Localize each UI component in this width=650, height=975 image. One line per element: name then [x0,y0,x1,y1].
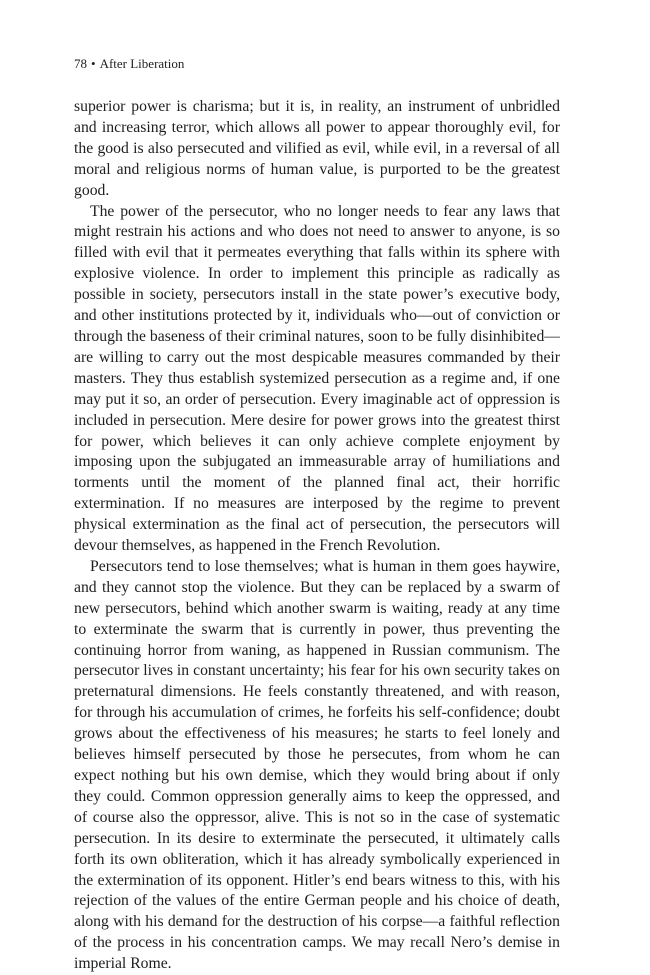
paragraph: The power of the persecutor, who no longer needs to fear any laws that might restrain his actions and who does not need to answer to anyone, is so filled with evil that it permeates everything that falls within its sphere with explosive violence. In order to implement this principle as radically as possible in society, persecutors install in the state power’s executive body, and other institutions protected by it, individuals who—out of conviction or through the baseness of their criminal natures, soon to be fully disinhibited—are willing to carry out the most despicable measures commanded by their masters. They thus establish systemized persecution as a regime and, if one may put it so, an order of persecution. Every imaginable act of oppression is included in persecution. Mere desire for power grows into the greatest thirst for power, which believes it can only achieve complete enjoyment by imposing upon the subjugated an immeasurable array of humiliations and torments until the moment of the planned final act, their horrific extermination. If no measures are interposed by the regime to prevent physical extermination as the final act of persecution, the persecutors will devour themselves, as happened in the French Revolution. [74,202,560,555]
page-number: 78 [74,56,87,71]
body-text [74,97,560,975]
paragraph-continuation: superior power is charisma; but it is, in reality, an instrument of unbridled and increasing terror, which allows all power to appear thoroughly evil, for the good is also persecuted and vilified as evil, while evil, in a reversal of all moral and religious norms of human value, is purported to be the greatest good. [74,98,560,199]
book-page [74,56,560,975]
running-head [74,56,560,72]
running-head-separator: • [91,56,96,71]
paragraph: Persecutors tend to lose themselves; what is human in them goes haywire, and they cannot stop the violence. But they can be replaced by a swarm of new persecutors, behind which another swarm is waiting, ready at any time to exterminate the swarm that is currently in power, thus preventing the continuing horror from waning, as happened in Russian communism. The persecutor lives in constant uncertainty; his fear for his own security takes on preternatural dimensions. He feels constantly threatened, and with reason, for through his accumulation of crimes, he forfeits his self-confidence; doubt grows about the effectiveness of his measures; he starts to feel lonely and believes himself persecuted by those he persecutes, from whom he can expect nothing but his own demise, which they would bring about if only they could. Common oppression generally aims to keep the oppressed, and of course also the oppressor, alive. This is not so in the case of systematic persecution. In its desire to exterminate the persecuted, it ultimately calls forth its own obliteration, which it has already symbolically experienced in the extermination of its opponent. Hitler’s end bears witness to this, with his rejection of the values of the entire German people and his choice of death, along with his demand for the destruction of his corpse—a faithful reflection of the process in his concentration camps. We may recall Nero’s demise in imperial Rome. [74,557,560,973]
running-head-title: After Liberation [99,56,185,71]
